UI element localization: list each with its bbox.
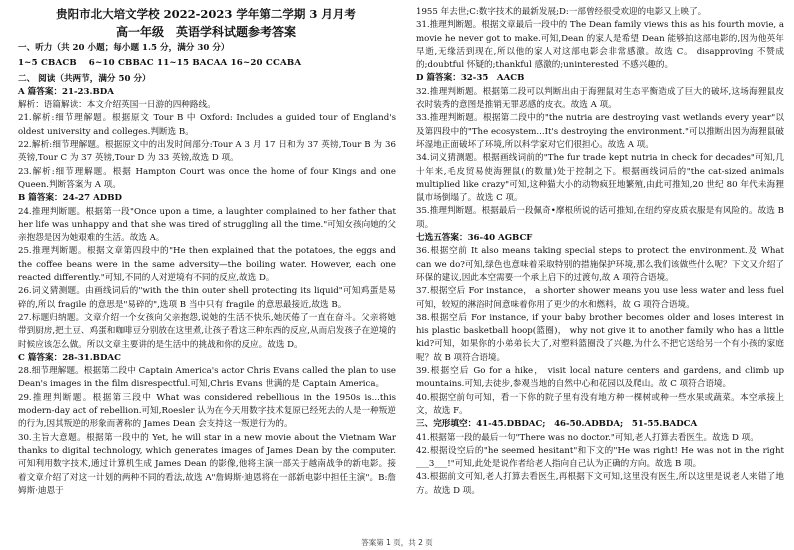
explanation-paragraph: 26.词义猜测题。由画线词后的"with the thin outer shell protecting its liquid"可知鸡蛋是易碎的,所以 fragile 的意思是"易碎的",选项 B 当中只有 fragile 的意思最接近,故选 B。 [18, 286, 396, 310]
section-heading: C 篇答案：28-31.BDAC [18, 352, 121, 363]
explanation-paragraph: 40.根据空前句可知，看一下你的院子里有没有地方种一棵树或种一些水果或蔬菜。本空承接上文，故选 F。 [416, 392, 784, 416]
section-heading: 二、 阅读（共两节，满分 50 分） [18, 73, 151, 84]
page-title: 贵阳市北大培文学校 2022-2023 学年第二学期 3 月月考 [56, 7, 356, 21]
explanation-paragraph: 21.解析:细节理解题。根据原文 Tour B 中 Oxford: Includes a guided tour of England's oldest university and colleges.判断选 B。 [18, 113, 396, 137]
explanation-paragraph: 25.推理判断题。根据文章第四段中的"He then explained that the potatoes, the eggs and the coffee beans were in the same adversity—the boiling water. However, each one reacted differently."可知,不同的人对逆境有不同的反应,故选 D。 [18, 246, 396, 284]
explanation-paragraph: 37.根据空后 For instance， a shorter shower means you use less water and less fuel 可知，较短的淋浴时间意味着你用了更少的水和燃料，故 G 项符合语境。 [416, 286, 784, 310]
explanation-paragraph: 30.主旨大意题。根据第一段中的 Yet, he will star in a new movie about the Vietnam War thanks to digital technology, which generates images of James Dean by the computer.可知利用数字技术,通过计算机生成 James Dean 的影像,他将主演一部关于越南战争的新电影。接着文章介绍了对这一计划的两种不同的看法,故选 A"詹姆斯·迪恩将在一部新电影中担任主演"。B:詹姆斯·迪恩于 [18, 432, 396, 496]
explanation-paragraph: 38.根据空后 For instance, if your baby brother becomes older and loses interest in his plastic basketball hoop(篮圈)， why not give it to another family who has a little kid?可知，如果你的小弟弟长大了,对塑料篮圈没了兴趣,为什么不把它送给另一个有小孩的家庭呢？故 B 项符合语境。 [416, 312, 784, 363]
explanation-paragraph: 24.推理判断题。根据第一段"Once upon a time, a laughter complained to her father that her life was unhappy and that she was tired of struggling all the time."可知女孩向她的父亲抱怨是因为她艰难的生活。故选 A。 [18, 206, 396, 244]
explanation-paragraph: 34.词义猜测题。根据画线词前的"The fur trade kept nutria in check for decades"可知,几十年来,毛皮贸易使海狸鼠(的数量)处于控制之下。根据画线词后的"the cat-sized animals multiplied like crazy"可知,这种猫大小的动物疯狂地繁殖,由此可推知,20 世纪 80 年代未海狸鼠市场倒塌了。故选 C 项。 [416, 153, 784, 204]
explanation-paragraph: 28.细节理解题。根据第二段中 Captain America's actor Chris Evans called the plan to use Dean's images in the film disrespectful.可知,Chris Evans 世满的是 Captain America。 [18, 366, 396, 390]
explanation-paragraph: 22.解析:细节理解题。根据原文中的出发时间部分:Tour A 3 月 17 日和为 37 英镑,Tour B 为 36 英镑,Tour C 为 37 英镑,Tour D 为 33 英镑,故选 D 项。 [18, 140, 396, 164]
explanation-paragraph: 23.解析:细节理解题。根据 Hampton Court was once the home of four Kings and one Queen.判断答案为 A 项。 [18, 166, 396, 190]
explanation-paragraph: 1955 年去世;C:数字技术的最新发展;D:一部曾经很受欢迎的电影又上映了。 [416, 7, 707, 17]
explanation-paragraph: 29.推理判断题。根据第三段中 What was considered rebellious in the 1950s is...this modern-day act of rebellion.可知,Roesler 认为在今天用数字技术复原已经死去的人是一种叛逆的行为,因其叛逆的形象而著称的 James Dean 会支持这一叛逆行为的。 [18, 392, 396, 430]
explanation-paragraph: 39.根据空后 Go for a hike， visit local nature centers and gardens, and climb up mountains.可知,去徒步,参观当地的自然中心和花园以及爬山。故 C 项符合语境。 [416, 366, 784, 390]
explanation-paragraph: 41.根据第一段的最后一句"There was no doctor."可知,老人打算去看医生。故选 D 项。 [416, 432, 759, 443]
explanation-paragraph: 33.推理判断题。根据第二段中的"the nutria are destroying vast wetlands every year"以及第四段中的"The ecosystem...It's destroying the environment."可以推断出因为海狸鼠破坏湿地正面破坏了环境,所以科学家对它们很担心。故选 A 项。 [416, 113, 784, 150]
page-footer: 答案第 1 页，共 2 页 [361, 538, 433, 547]
answer-line: 1~5 CBACB 6~10 CBBAC 11~15 BACAA 16~20 CCABA [18, 58, 302, 69]
explanation-paragraph: 27.标题归纳题。文章介绍一个女孩向父亲抱怨,说她的生活不快乐,她厌倦了一直在奋斗。父亲将她带到厨房,把土豆、鸡蛋和咖啡豆分别放在这里煮,让孩子看这三种东西的反应,从而启发孩子在逆境的时候应该怎么做。所以文章主要讲的是生活中的挑战和你的反应。故选 D。 [18, 312, 396, 350]
section-heading: 一、听力（共 20 小题；每小题 1.5 分，满分 30 分） [18, 43, 230, 53]
section-heading: D 篇答案：32-35 AACB [416, 73, 525, 84]
explanation-paragraph: 43.根据前文可知,老人打算去看医生,再根据下文可知,这里没有医生,所以这里是说老人来错了地方。故选 D 项。 [416, 472, 784, 496]
section-heading: B 篇答案：24-27 ADBD [18, 193, 122, 204]
section-heading: 七选五答案：36-40 AGBCF [416, 233, 533, 244]
explanation-paragraph: 36.根据空前 It also means taking special steps to protect the environment.及 What can we do?可知,绿色也意味着采取特别的措施保护环境,那么我们该做些什么呢？下文又介绍了环保的建议,因此本空需要一个承上启下的过渡句,故 A 项符合语境。 [416, 246, 784, 283]
left-column [18, 42, 396, 498]
explanation-paragraph: 42.根据设空后的"he seemed hesitant"和下文的"He was right! He was not in the right ___3___!"可知,此处是说作者给老人指向自己认为正确的方向。故选 B 项。 [416, 445, 784, 470]
section-heading: 三、完形填空：41-45.DBDAC; 46-50.ADBDA; 51-55.BADCA [416, 419, 698, 430]
explanation-paragraph: 35.推理判断题。根据最后一段佩奇•摩根所说的话可推知,在纽约穿皮质衣服是有风险的。故选 B 项。 [416, 206, 784, 230]
section-heading: A 篇答案：21-23.BDA [18, 86, 114, 97]
explanation-paragraph: 31.推理判断题。根据文章最后一段中的 The Dean family views this as his fourth movie, a movie he never got to make.可知,Dean 的家人是希望 Dean 能够拍这部电影的,因为他英年早逝,无缘活到现在,所以他的家人对这部电影会非常感激。故选 C。 disapproving 不赞成的;doubtful 怀疑的;thankful 感激的;uninterested 不感兴趣的。 [416, 20, 784, 71]
page-subtitle: 高一年级 英语学科试题参考答案 [115, 25, 296, 39]
explanation-paragraph: 解析：语篇解读：本文介绍英国一日游的四种路线。 [18, 100, 216, 111]
explanation-paragraph: 32.推理判断题。根据第二段可以判断出由于海狸鼠对生态平衡造成了巨大的破坏,这场海狸鼠皮衣时装秀的意图是推销无罪恶感的皮衣。故选 A 项。 [416, 86, 784, 111]
right-column [416, 6, 784, 498]
